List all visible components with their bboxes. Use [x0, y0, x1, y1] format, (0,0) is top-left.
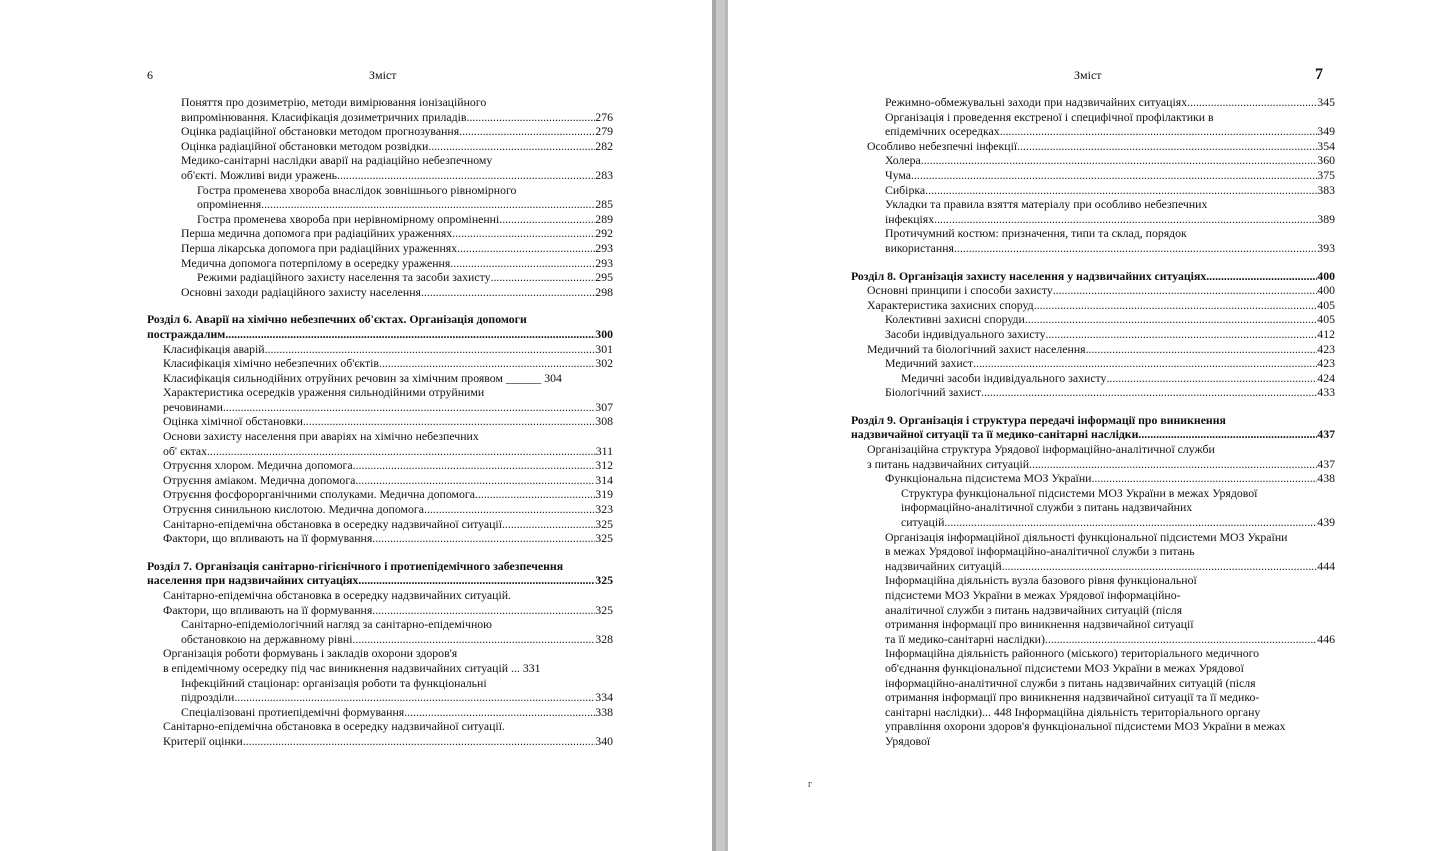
toc-entry-title: Санітарно-епідемічна обстановка в осередку надзвичайної ситуації: [163, 516, 502, 531]
toc-entry-line: Медико-санітарні наслідки аварії на радіаційно небезпечному: [181, 153, 493, 168]
toc-entry: [851, 515, 1335, 530]
toc-entry: [147, 139, 613, 154]
toc-page-number: 283: [595, 167, 613, 182]
toc-page-number: 319: [595, 487, 613, 502]
toc-page-number: 412: [1317, 326, 1335, 341]
toc-page-number: 389: [1317, 211, 1335, 226]
footer-mark: г: [808, 779, 813, 790]
toc-entry-title: Характеристика захисних споруд: [867, 297, 1034, 312]
toc-entry-line: Класифікація сильнодійних отруйних речовин за хімічним проявом ______ 304: [163, 370, 562, 385]
toc-page-number: 437: [1317, 456, 1335, 471]
toc-page-number: 307: [595, 399, 613, 414]
dot-leader: [243, 734, 596, 749]
toc-entry-title: Основні принципи і способи захисту: [867, 283, 1053, 298]
toc-entry-line: Поняття про дозиметрію, методи вимірювання іонізаційного: [181, 95, 487, 109]
toc-entry: [851, 183, 1335, 198]
toc-page-number: 375: [1317, 167, 1335, 182]
dot-leader: [372, 531, 595, 546]
toc-entry-title: Отруєння хлором. Медична допомога: [163, 458, 353, 473]
dot-leader: [379, 356, 595, 371]
toc-entry-line: Санітарно-епідеміологічний нагляд за санітарно-епідемічною: [181, 617, 492, 632]
toc-page-number: 423: [1317, 356, 1335, 371]
toc-entry-line: Протичумний костюм: призначення, типи та склад, порядок: [885, 226, 1187, 241]
toc-entry: [851, 153, 1335, 168]
toc-page-number: 293: [595, 240, 613, 255]
toc-entry-title: Режимно-обмежувальні заходи при надзвичайних ситуаціях: [885, 95, 1188, 109]
toc-entry-title: Фактори, що впливають на її формування: [163, 602, 373, 617]
toc-entry-title: інфекціях: [885, 211, 935, 226]
dot-leader: [452, 226, 595, 241]
toc-page-number: 293: [595, 255, 613, 270]
toc-entry: [147, 124, 613, 139]
dot-leader: [457, 241, 595, 256]
toc-page-number: 298: [595, 284, 613, 299]
toc-page-number: 423: [1317, 341, 1335, 356]
toc-section-heading: Розділ 6. Аварії на хімічно небезпечних об'єктах. Організація допомоги: [147, 312, 527, 327]
toc-page-number: 383: [1317, 182, 1335, 197]
toc-entry-line: Характеристика осередків ураження сильнодійними отруйними: [163, 385, 485, 400]
toc-section-heading: [147, 327, 613, 342]
dot-leader: [358, 573, 595, 588]
toc-entry-title: Засоби індивідуального захисту: [885, 326, 1046, 341]
dot-leader: [337, 168, 595, 183]
toc-entry-line: об'єднання функціональної підсистеми МОЗ України в межах Урядової: [885, 660, 1244, 675]
dot-leader: [466, 110, 595, 125]
toc-entry-title: об'єкті. Можливі види уражень: [181, 167, 338, 182]
dot-leader: [1053, 283, 1318, 298]
toc-entry: [851, 124, 1335, 139]
toc-entry-title: та її медико-санітарні наслідки): [885, 631, 1045, 646]
toc-page-number: 439: [1317, 515, 1335, 530]
toc-page-number: 424: [1317, 370, 1335, 385]
toc-entry-line: інформаційно-аналітичної служби з питань надзвичайних ситуацій (після: [885, 675, 1256, 690]
section-gap: [147, 546, 613, 559]
dot-leader: [981, 385, 1317, 400]
toc-page-number: 285: [595, 197, 613, 212]
dot-leader: [355, 473, 595, 488]
toc-entry-title: Отруєння аміаком. Медична допомога: [163, 472, 356, 487]
dot-leader: [1206, 269, 1317, 284]
toc-entry-title: речовинами: [163, 399, 223, 414]
toc-entry-line: Організація і проведення екстреної і специфічної профілактики в: [885, 109, 1214, 124]
toc-entry-title: постраждалим: [147, 326, 226, 341]
toc-entry-title: Особливо небезпечні інфекції: [867, 138, 1018, 153]
toc-entry: [851, 471, 1335, 486]
toc-entry: [851, 139, 1335, 154]
toc-section-heading: [851, 427, 1335, 442]
section-gap: [851, 256, 1335, 269]
toc-entry-line: в межах Урядової інформаційно-аналітичної служби з питань: [885, 544, 1195, 559]
toc-page-number: 323: [595, 502, 613, 517]
toc-entry-line: Структура функціональної підсистеми МОЗ України в межах Урядової: [901, 485, 1258, 500]
toc-page-number: 393: [1317, 240, 1335, 255]
toc-entry: [147, 342, 613, 357]
toc-entry-title: Режими радіаційного захисту населення та засоби захисту: [197, 270, 491, 285]
toc-entry-line: Організація інформаційної діяльності функціональної підсистеми МОЗ України: [885, 529, 1288, 544]
page-gutter: [712, 0, 728, 851]
toc-entry-title: Розділ 8. Організація захисту населення у надзвичайних ситуаціях: [851, 268, 1207, 283]
left-page: [0, 0, 712, 851]
toc-entry-title: Спеціалізовані протиепідемічні формування: [181, 704, 405, 719]
toc-entry-line: підсистеми МОЗ України в межах Урядової інформаційно-: [885, 588, 1181, 602]
toc-page-number: 400: [1317, 283, 1335, 298]
toc-entry-line: інформаційно-аналітичної служби з питань надзвичайних: [901, 500, 1193, 515]
toc-page-number: 340: [595, 733, 613, 748]
table-of-contents: [851, 95, 1335, 749]
toc-entry-title: Класифікація аварій: [163, 341, 265, 356]
toc-page-number: 405: [1317, 312, 1335, 327]
toc-entry-title: Гостра променева хвороба при нерівномірному опроміненні: [197, 211, 500, 226]
toc-entry: [851, 168, 1335, 183]
toc-entry-title: Функціональна підсистема МОЗ України: [885, 471, 1092, 486]
toc-section-heading: [851, 269, 1335, 284]
dot-leader: [234, 690, 595, 705]
toc-entry: [851, 312, 1335, 327]
toc-entry: [851, 95, 1335, 110]
dot-leader: [1000, 124, 1318, 139]
dot-leader: [424, 502, 595, 517]
toc-entry: [851, 559, 1335, 574]
toc-entry-title: Оцінка радіаційної обстановки методом прогнозування: [181, 124, 460, 139]
toc-page-number: 276: [595, 109, 613, 124]
dot-leader: [499, 212, 595, 227]
toc-page-number: 295: [595, 270, 613, 285]
dot-leader: [353, 458, 596, 473]
toc-page-number: 405: [1317, 297, 1335, 312]
dot-leader: [1034, 298, 1318, 313]
toc-page-number: 444: [1317, 558, 1335, 573]
toc-page-number: 360: [1317, 153, 1335, 168]
dot-leader: [372, 603, 595, 618]
toc-entry-line: Інформаційна діяльність вузла базового рівня функціональної: [885, 573, 1197, 588]
dot-leader: [1045, 632, 1317, 647]
toc-entry-line: санітарні наслідки)... 448 Інформаційна діяльність територіального органу: [885, 704, 1261, 719]
toc-entry: [147, 734, 613, 749]
toc-page-number: 349: [1317, 124, 1335, 139]
toc-page-number: 308: [595, 414, 613, 429]
toc-entry: [147, 632, 613, 647]
toc-entry: [147, 603, 613, 618]
toc-entry-title: Чума: [885, 167, 912, 182]
toc-entry-title: ситуацій: [901, 515, 945, 530]
toc-page-number: 301: [595, 341, 613, 356]
toc-entry-title: Оцінка хімічної обстановки: [163, 414, 303, 429]
toc-page-number: 433: [1317, 385, 1335, 400]
dot-leader: [459, 124, 595, 139]
toc-entry: [147, 110, 613, 125]
toc-entry-title: Отруєння фосфорорганічними сполуками. Медична допомога: [163, 487, 475, 502]
toc-entry-line: Інфекційний стаціонар: організація роботи та функціональні: [181, 675, 487, 690]
toc-entry-line: Урядової: [885, 733, 931, 748]
toc-entry: [851, 632, 1335, 647]
dot-leader: [207, 444, 596, 459]
toc-entry: [851, 457, 1335, 472]
dot-leader: [1086, 342, 1318, 357]
toc-entry: [147, 400, 613, 415]
dot-leader: [261, 197, 595, 212]
dot-leader: [265, 342, 596, 357]
toc-entry: [147, 270, 613, 285]
toc-entry-title: Основні заходи радіаційного захисту населення: [181, 284, 421, 299]
toc-entry-title: Отруєння синильною кислотою. Медична допомога: [163, 502, 424, 517]
toc-entry: [147, 473, 613, 488]
toc-entry: [147, 502, 613, 517]
toc-page-number: 314: [595, 472, 613, 487]
toc-entry-line: Санітарно-епідемічна обстановка в осередку надзвичайних ситуацій.: [163, 588, 511, 602]
toc-entry: [851, 298, 1335, 313]
toc-entry-line: Інформаційна діяльність районного (міського) територіального медичного: [885, 646, 1260, 661]
toc-entry-title: Критерії оцінки: [163, 733, 243, 748]
dot-leader: [428, 139, 595, 154]
toc-entry-title: використання: [885, 240, 954, 255]
toc-page-number: 338: [595, 704, 613, 719]
toc-entry-title: Класифікація хімічно небезпечних об'єктів: [163, 356, 379, 371]
toc-entry-title: підрозділи: [181, 690, 235, 705]
toc-entry-title: з питань надзвичайних ситуацій: [867, 456, 1030, 471]
toc-page-number: 325: [595, 573, 613, 588]
toc-entry: [147, 487, 613, 502]
dot-leader: [475, 487, 595, 502]
toc-page-number: 446: [1317, 631, 1335, 646]
dot-leader: [925, 183, 1317, 198]
dot-leader: [225, 327, 595, 342]
dot-leader: [352, 632, 595, 647]
toc-entry-title: Холера: [885, 153, 921, 168]
toc-entry: [851, 342, 1335, 357]
toc-entry-title: Фактори, що впливають на її формування: [163, 531, 373, 546]
toc-entry: [851, 356, 1335, 371]
toc-section-heading: [147, 573, 613, 588]
dot-leader: [421, 285, 595, 300]
dot-leader: [1106, 371, 1317, 386]
dot-leader: [1025, 312, 1317, 327]
running-header: Зміст: [369, 68, 397, 82]
toc-entry: [851, 327, 1335, 342]
toc-entry-line: отримання інформації про виникнення надзвичайної ситуації та її медико-: [885, 690, 1260, 705]
toc-page-number: 312: [595, 458, 613, 473]
dot-leader: [1187, 95, 1317, 110]
toc-page-number: 345: [1317, 95, 1335, 109]
dot-leader: [934, 212, 1317, 227]
dot-leader: [921, 153, 1318, 168]
toc-page-number: 438: [1317, 471, 1335, 486]
dot-leader: [404, 705, 595, 720]
toc-entry-title: Медичний та біологічний захист населення: [867, 341, 1086, 356]
toc-entry-title: випромінювання. Класифікація дозиметричних приладів: [181, 109, 467, 124]
running-header: Зміст: [1074, 68, 1102, 82]
toc-entry: [147, 458, 613, 473]
toc-entry-title: епідемічних осередках: [885, 124, 1000, 139]
toc-entry: [851, 283, 1335, 298]
dot-leader: [303, 414, 595, 429]
toc-page-number: 300: [595, 326, 613, 341]
toc-page-number: 279: [595, 124, 613, 139]
dot-leader: [1029, 457, 1317, 472]
toc-entry-line: в епідемічному осередку під час виникнення надзвичайних ситуацій ... 331: [163, 660, 541, 675]
dot-leader: [1017, 139, 1317, 154]
toc-entry: [147, 241, 613, 256]
toc-entry: [147, 705, 613, 720]
dot-leader: [1091, 471, 1317, 486]
dot-leader: [1046, 327, 1318, 342]
toc-entry: [147, 226, 613, 241]
page-number: 7: [1315, 66, 1323, 83]
toc-entry: [147, 444, 613, 459]
dot-leader: [1138, 427, 1317, 442]
toc-entry: [851, 241, 1335, 256]
toc-entry-line: Організація роботи формувань і закладів охорони здоров'я: [163, 646, 458, 661]
table-of-contents: [147, 95, 613, 749]
toc-entry-line: аналітичної служби з питань надзвичайних ситуацій (після: [885, 602, 1183, 617]
dot-leader: [491, 270, 596, 285]
toc-entry-title: Медична допомога потерпілому в осередку ураження: [181, 255, 451, 270]
toc-section-heading: Розділ 9. Організація і структура передачі інформації про виникнення: [851, 412, 1226, 427]
toc-entry-title: Медичні засоби індивідуального захисту: [901, 370, 1107, 385]
toc-page-number: 400: [1317, 268, 1335, 283]
page-number: 6: [147, 68, 153, 82]
toc-entry: [147, 690, 613, 705]
toc-entry: [147, 517, 613, 532]
toc-entry-title: Перша медична допомога при радіаційних ураженнях: [181, 226, 453, 241]
toc-entry-title: об' єктах: [163, 443, 208, 458]
toc-page-number: 311: [595, 443, 613, 458]
toc-entry-line: Укладки та правила взяття матеріалу при особливо небезпечних: [885, 197, 1208, 212]
toc-page-number: 289: [595, 211, 613, 226]
section-gap: [851, 400, 1335, 413]
toc-entry-title: Сибірка: [885, 182, 926, 197]
toc-entry: [851, 212, 1335, 227]
dot-leader: [450, 256, 595, 271]
toc-entry: [147, 414, 613, 429]
toc-entry: [851, 371, 1335, 386]
toc-entry-title: Біологічний захист: [885, 385, 982, 400]
toc-entry-line: Основи захисту населення при аваріях на хімічно небезпечних: [163, 429, 479, 444]
toc-page-number: 325: [595, 602, 613, 617]
toc-page-number: 328: [595, 631, 613, 646]
toc-page-number: 437: [1317, 427, 1335, 442]
dot-leader: [954, 241, 1317, 256]
toc-entry: [147, 256, 613, 271]
toc-entry: [147, 285, 613, 300]
toc-entry-title: населення при надзвичайних ситуаціях: [147, 573, 359, 588]
toc-entry-line: Гостра променева хвороба внаслідок зовнішнього рівномірного: [197, 182, 517, 197]
toc-page-number: 354: [1317, 138, 1335, 153]
dot-leader: [1002, 559, 1318, 574]
toc-page-number: 334: [595, 690, 613, 705]
toc-entry-line: управління охорони здоров'я функціональної підсистеми МОЗ України в межах: [885, 719, 1286, 734]
toc-page-number: 292: [595, 226, 613, 241]
toc-entry-title: Перша лікарська допомога при радіаційних ураженнях: [181, 240, 458, 255]
toc-entry: [147, 531, 613, 546]
toc-entry: [147, 212, 613, 227]
toc-entry-title: Медичний захист: [885, 356, 974, 371]
toc-entry-line: отримання інформації про виникнення надзвичайної ситуації: [885, 617, 1194, 632]
toc-entry: [147, 356, 613, 371]
toc-entry-title: надзвичайної ситуації та її медико-санітарні наслідки: [851, 427, 1139, 442]
toc-entry-title: надзвичайних ситуацій: [885, 558, 1002, 573]
dot-leader: [223, 400, 595, 415]
dot-leader: [944, 515, 1317, 530]
toc-entry-title: Оцінка радіаційної обстановки методом розвідки: [181, 138, 429, 153]
toc-entry: [851, 385, 1335, 400]
toc-entry-title: опромінення: [197, 197, 262, 212]
toc-page-number: 325: [595, 516, 613, 531]
toc-entry-title: обстановкою на державному рівні: [181, 631, 353, 646]
toc-entry-line: Санітарно-епідемічна обстановка в осередку надзвичайної ситуації.: [163, 719, 505, 734]
dot-leader: [973, 356, 1317, 371]
toc-entry: [147, 197, 613, 212]
toc-entry-line: Організаційна структура Урядової інформаційно-аналітичної служби: [867, 442, 1215, 457]
right-page: [728, 0, 1433, 851]
toc-page-number: 325: [595, 531, 613, 546]
toc-section-heading: Розділ 7. Організація санітарно-гігієнічного і протиепідемічного забезпечення: [147, 558, 564, 573]
dot-leader: [502, 517, 595, 532]
toc-entry: [147, 168, 613, 183]
dot-leader: [911, 168, 1317, 183]
section-gap: [147, 299, 613, 312]
toc-page-number: 302: [595, 356, 613, 371]
toc-entry-title: Колективні захисні споруди: [885, 312, 1025, 327]
toc-page-number: 282: [595, 138, 613, 153]
